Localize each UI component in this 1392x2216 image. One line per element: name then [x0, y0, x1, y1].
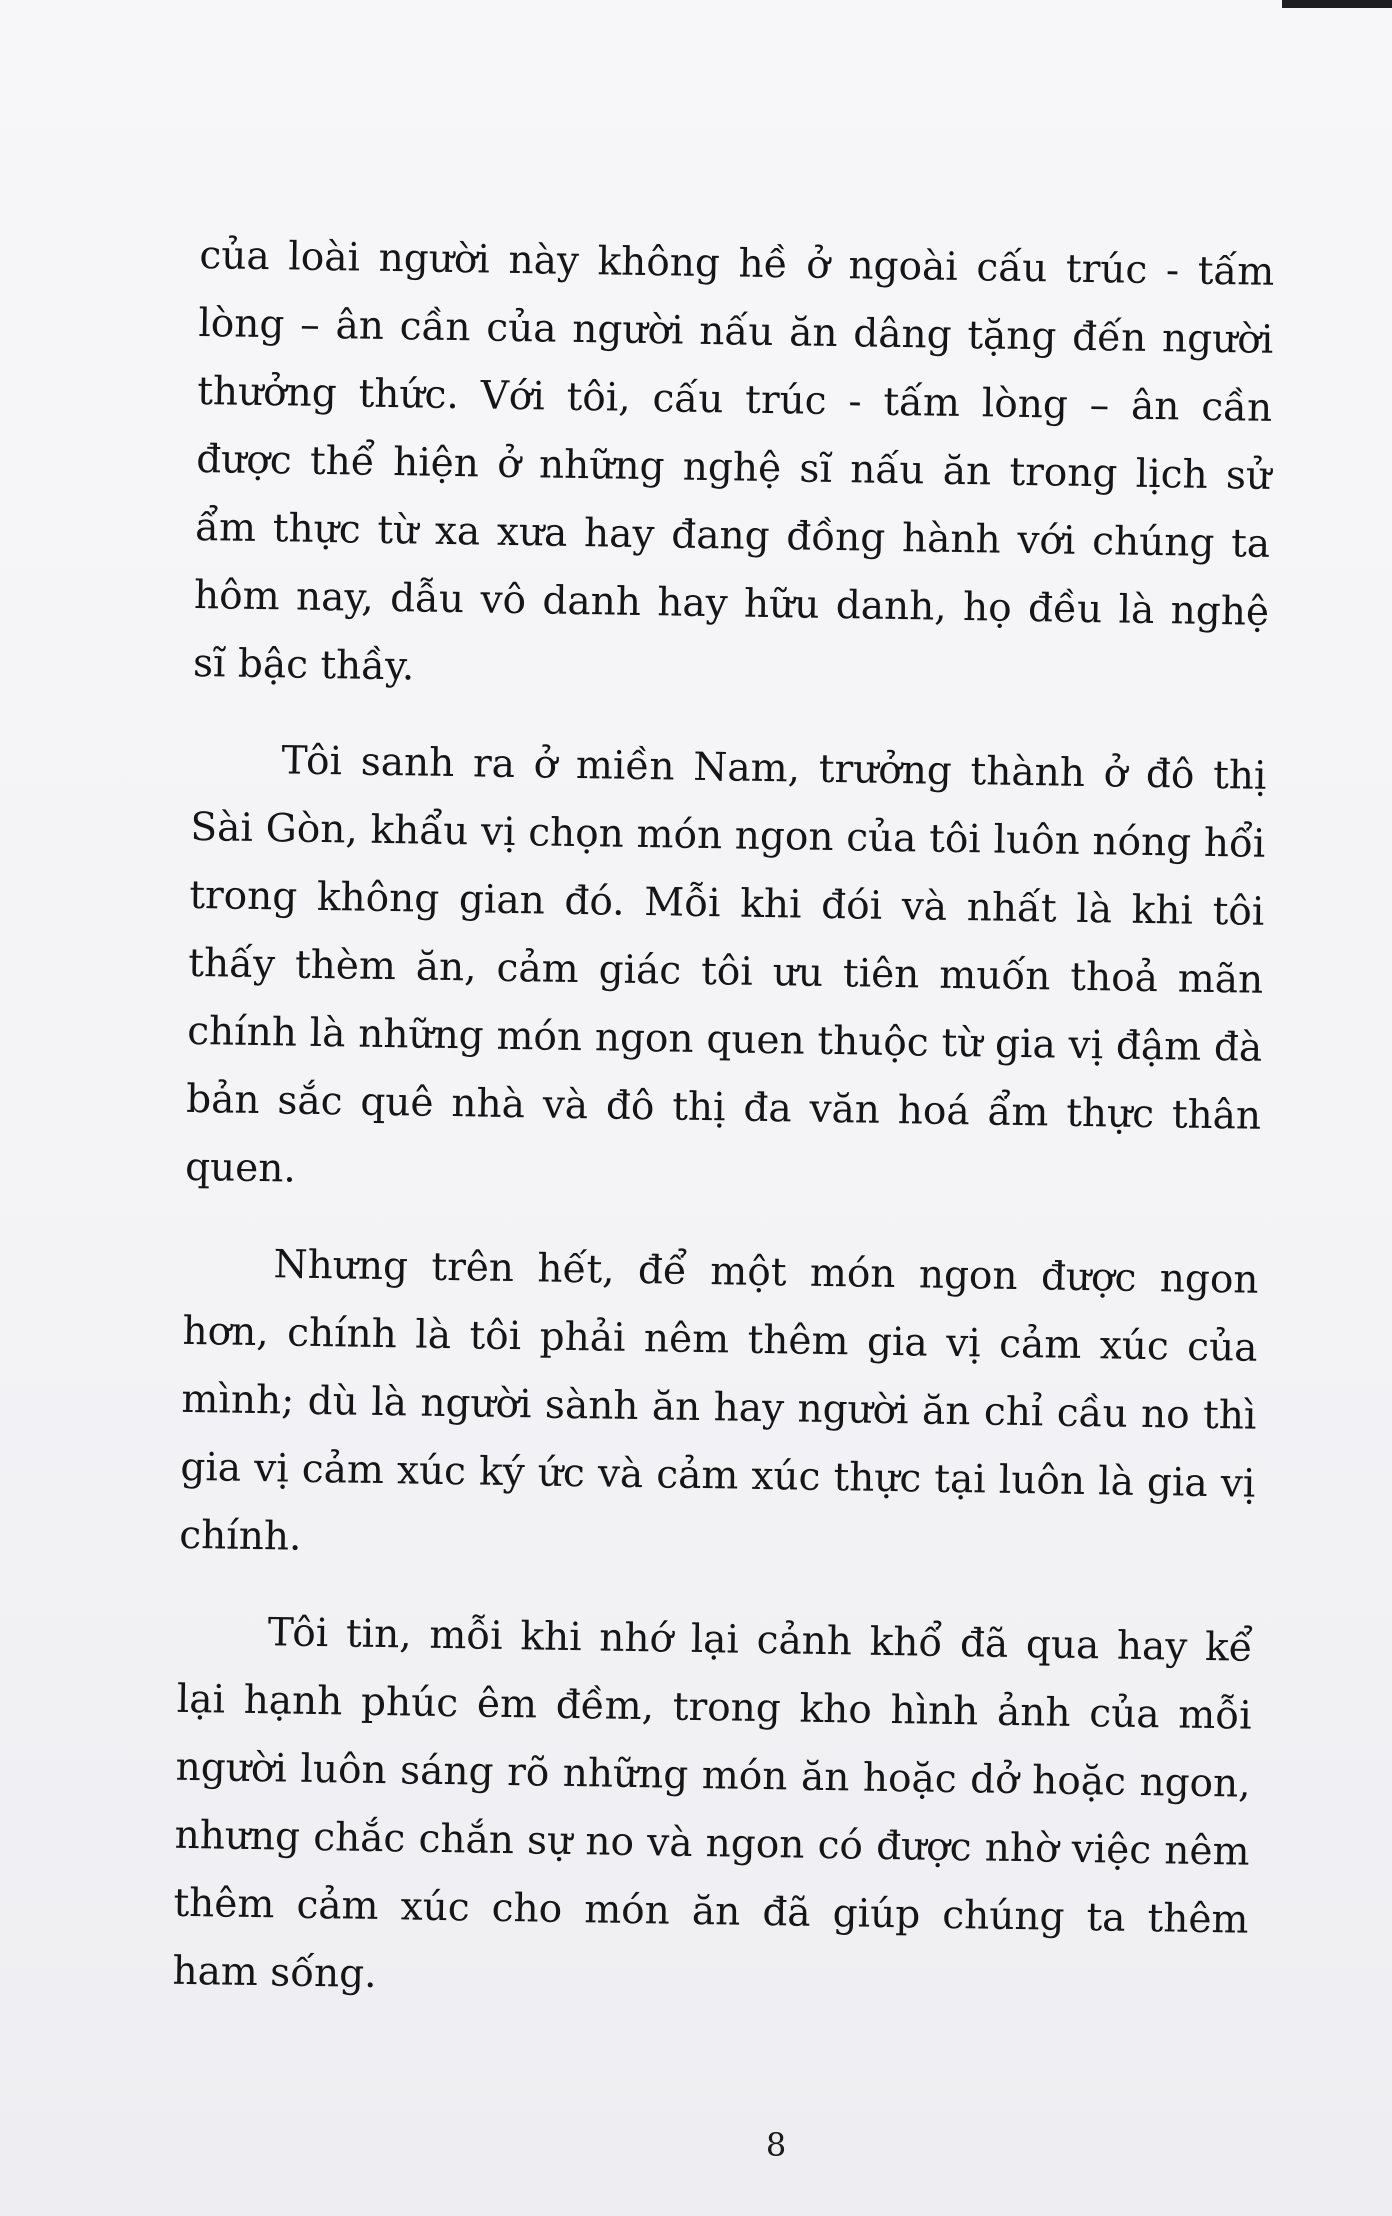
page-edge-shadow [1282, 0, 1392, 8]
paragraph-1: của loài người này không hề ở ngoài cấu trúc - tấm lòng – ân cần của người nấu ăn dâng tặng đến người thưởng thức. Với tôi, cấu trúc - tấm lòng – ân cần được thể hiện ở những nghệ sĩ nấu ăn trong lịch sử ẩm thực từ xa xưa hay đang đồng hành với chúng ta hôm nay, dẫu vô danh hay hữu danh, họ đều là nghệ sĩ bậc thầy. [192, 232, 1275, 690]
paragraph-3: Nhưng trên hết, để một món ngon được ngon hơn, chính là tôi phải nêm thêm gia vị cảm xúc của mình; dù là người sành ăn hay người ăn chỉ cầu no thì gia vị cảm xúc ký ức và cảm xúc thực tại luôn là gia vị chính. [179, 1242, 1259, 1560]
body-text [172, 222, 1275, 2023]
paragraph-4: Tôi tin, mỗi khi nhớ lại cảnh khổ đã qua hay kể lại hạnh phúc êm đềm, trong kho hình ảnh của mỗi người luôn sáng rõ những món ăn hoặc dở hoặc ngon, nhưng chắc chắn sự no và ngon có được nhờ việc nêm thêm cảm xúc cho món ăn đã giúp chúng ta thêm ham sống. [172, 1610, 1254, 1997]
page-number: 8 [765, 2126, 787, 2164]
paragraph-2: Tôi sanh ra ở miền Nam, trưởng thành ở đô thị Sài Gòn, khẩu vị chọn món ngon của tôi luôn nóng hổi trong không gian đó. Mỗi khi đói và nhất là khi tôi thấy thèm ăn, cảm giác tôi ưu tiên muốn thoả mãn chính là những món ngon quen thuộc từ gia vị đậm đà bản sắc quê nhà và đô thị đa văn hoá ẩm thực thân quen. [184, 738, 1267, 1192]
